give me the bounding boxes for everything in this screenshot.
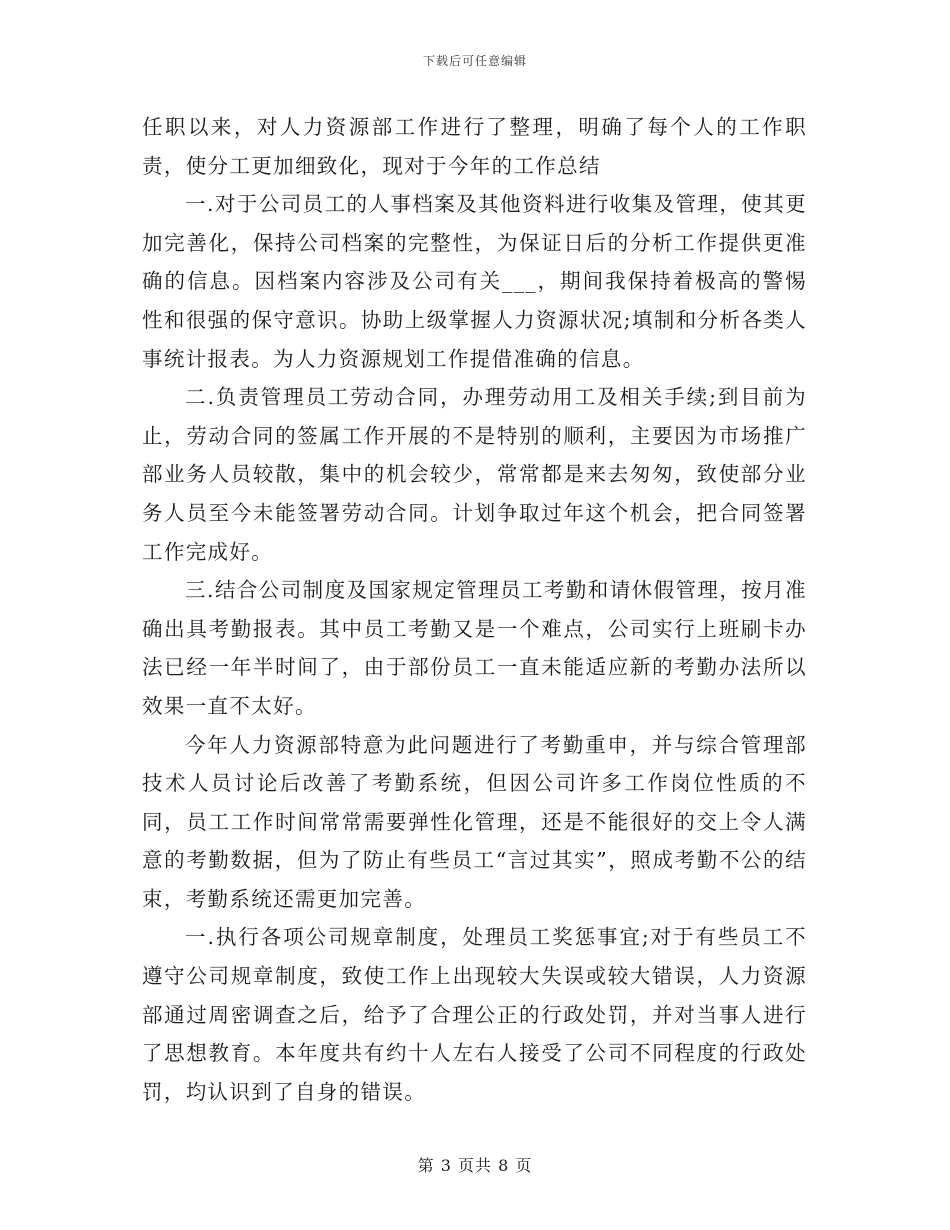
paragraph-contracts: 二.负责管理员工劳动合同，办理劳动用工及相关手续;到目前为止，劳动合同的签属工作开展的不是特别的顺利，主要因为市场推广部业务人员较散，集中的机会较少，常常都是来去匆匆，致使部分业务人员至今未能签署劳动合同。计划争取过年这个机会，把合同签署工作完成好。 xyxy=(142,385,807,564)
paragraph-attendance: 三.结合公司制度及国家规定管理员工考勤和请休假管理，按月准确出具考勤报表。其中员工考勤又是一个难点，公司实行上班刷卡办法已经一年半时间了，由于部份员工一直未能适应新的考勤办法所以效果一直不太好。 xyxy=(142,578,807,718)
paragraph-discipline: 一.执行各项公司规章制度，处理员工奖惩事宜;对于有些员工不遵守公司规章制度，致使工作上出现较大失误或较大错误，人力资源部通过周密调查之后，给予了合理公正的行政处罚，并对当事人进行了思想教育。本年度共有约十人左右人接受了公司不同程度的行政处罚，均认识到了自身的错误。 xyxy=(142,925,807,1104)
paragraph-attendance-system: 今年人力资源部特意为此问题进行了考勤重申，并与综合管理部技术人员讨论后改善了考勤系统，但因公司许多工作岗位性质的不同，员工工作时间常常需要弹性化管理，还是不能很好的交上令人满意的考勤数据，但为了防止有些员工“言过其实”，照成考勤不公的结束，考勤系统还需更加完善。 xyxy=(142,732,807,911)
paragraph-intro: 任职以来，对人力资源部工作进行了整理，明确了每个人的工作职责，使分工更加细致化，现对于今年的工作总结 xyxy=(142,115,807,178)
page-header-note: 下载后可任意编辑 xyxy=(422,54,527,68)
document-body xyxy=(142,108,807,1111)
paragraph-archives: 一.对于公司员工的人事档案及其他资料进行收集及管理，使其更加完善化，保持公司档案的完整性，为保证日后的分析工作提供更准确的信息。因档案内容涉及公司有关___，期间我保持着极高的警惕性和很强的保守意识。协助上级掌握人力资源状况;填制和分析各类人事统计报表。为人力资源规划工作提借准确的信息。 xyxy=(142,192,807,371)
page-number: 第 3 页共 8 页 xyxy=(417,1156,533,1175)
